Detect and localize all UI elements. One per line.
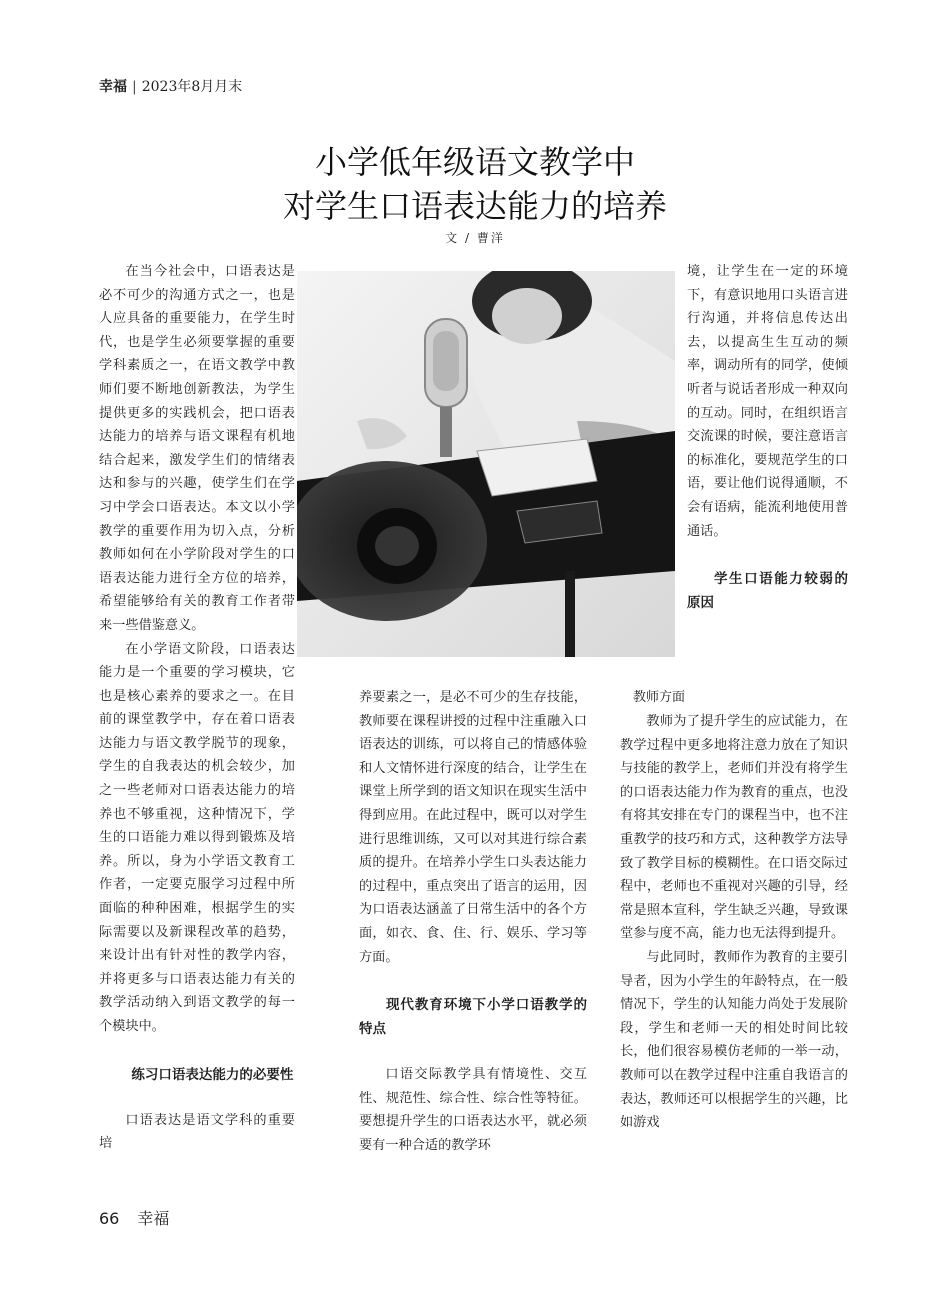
column-1	[99, 260, 295, 1156]
header-separator: |	[132, 79, 137, 95]
page-footer	[99, 1206, 169, 1229]
column-2	[359, 686, 587, 1158]
paragraph: 在当今社会中，口语表达是必不可少的沟通方式之一，也是人应具备的重要能力，在学生时代，也是学生必须要掌握的重要学科素质之一，在语文教学中教师们要不断地创新教法，为学生提供更多的实践机会，把口语表达能力的培养与语文课程有机地结合起来，激发学生们的情绪表达和参与的兴趣，使学生们在学习中学会口语表达。本文以小学教学的重要作用为切入点，分析教师如何在小学阶段对学生的口语表达能力进行全方位的培养，希望能够给有关的教育工作者带来一些借鉴意义。	[99, 264, 295, 633]
paragraph: 教师为了提升学生的应试能力，在教学过程中更多地将注意力放在了知识与技能的教学上，老师们并没有将学生的口语表达能力作为教育的重点，也没有将其安排在专门的课程当中，也不注重教学的技巧和方式，这种教学方法导致了教学目标的模糊性。在口语交际过程中，老师也不重视对兴趣的引导，经常是照本宣科，学生缺乏兴趣，导致课堂参与度不高，能力也无法得到提升。	[620, 714, 848, 942]
subsection-heading: 教师方面	[633, 690, 686, 705]
article-photo	[297, 271, 675, 657]
section-heading: 练习口语表达能力的必要性	[131, 1066, 294, 1083]
header-issue-date: 2023年8月月末	[141, 79, 243, 95]
title-line-2: 对学生口语表达能力的培养	[282, 187, 667, 225]
paragraph: 口语表达是语文学科的重要培	[99, 1112, 295, 1152]
column-3-lower	[620, 686, 848, 1135]
footer-magazine-name: 幸福	[137, 1209, 170, 1228]
header-magazine-name: 幸福	[99, 79, 127, 95]
paragraph: 养要素之一，是必不可少的生存技能，教师要在课程讲授的过程中注重融入口语表达的训练，可以将自己的情感体验和人文情怀进行深度的结合，让学生在课堂上所学到的语文知识在现实生活中得到应用。在此过程中，既可以对学生进行思维训练，又可以对其进行综合素质的提升。在培养小学生口头表达能力的过程中，重点突出了语言的运用，因为口语表达涵盖了日常生活中的各个方面，如衣、食、住、行、娱乐、学习等方面。	[359, 690, 587, 965]
byline: 文 / 曹洋	[445, 231, 505, 245]
paragraph: 与此同时，教师作为教育的主要引导者，因为小学生的年龄特点，在一般情况下，学生的认知能力尚处于发展阶段，学生和老师一天的相处时间比较长，他们很容易模仿老师的一举一动，教师可以在教学过程中注重自我语言的表达，教师还可以根据学生的兴趣，比如游戏	[620, 949, 848, 1131]
title-line-1: 小学低年级语文教学中	[314, 143, 635, 181]
section-heading: 现代教育环境下小学口语教学的特点	[359, 997, 587, 1038]
section-heading: 学生口语能力较弱的原因	[687, 571, 848, 612]
paragraph: 口语交际教学具有情境性、交互性、规范性、综合性、综合性等特征。要想提升学生的口语表达水平，就必须要有一种合适的教学环	[359, 1067, 587, 1153]
paragraph: 境，让学生在一定的环境下，有意识地用口头语言进行沟通，并将信息传达出去，以提高生生互动的频率，调动所有的同学，使倾听者与说话者形成一种双向的互动。同时，在组织语言交流课的时候，要注意语言的标准化，要规范学生的口语，要让他们说得通顺，不会有语病，能流利地使用普通话。	[687, 264, 848, 539]
column-3-upper	[687, 260, 848, 615]
running-header	[99, 76, 242, 96]
paragraph: 在小学语文阶段，口语表达能力是一个重要的学习模块，它也是核心素养的要求之一。在目前的课堂教学中，存在着口语表达能力与语文教学脱节的现象，学生的自我表达的机会较少，加之一些老师对口语表达能力的培养也不够重视，这种情况下，学生的口语能力难以得到锻炼及培养。所以，身为小学语文教育工作者，一定要克服学习过程中所面临的种种困难，根据学生的实际需要以及新课程改革的趋势，来设计出有针对性的教学内容，并将更多与口语表达能力有关的教学活动纳入到语文教学的每一个模块中。	[99, 641, 295, 1034]
article-title	[0, 140, 950, 228]
page-number: 66	[99, 1209, 120, 1228]
